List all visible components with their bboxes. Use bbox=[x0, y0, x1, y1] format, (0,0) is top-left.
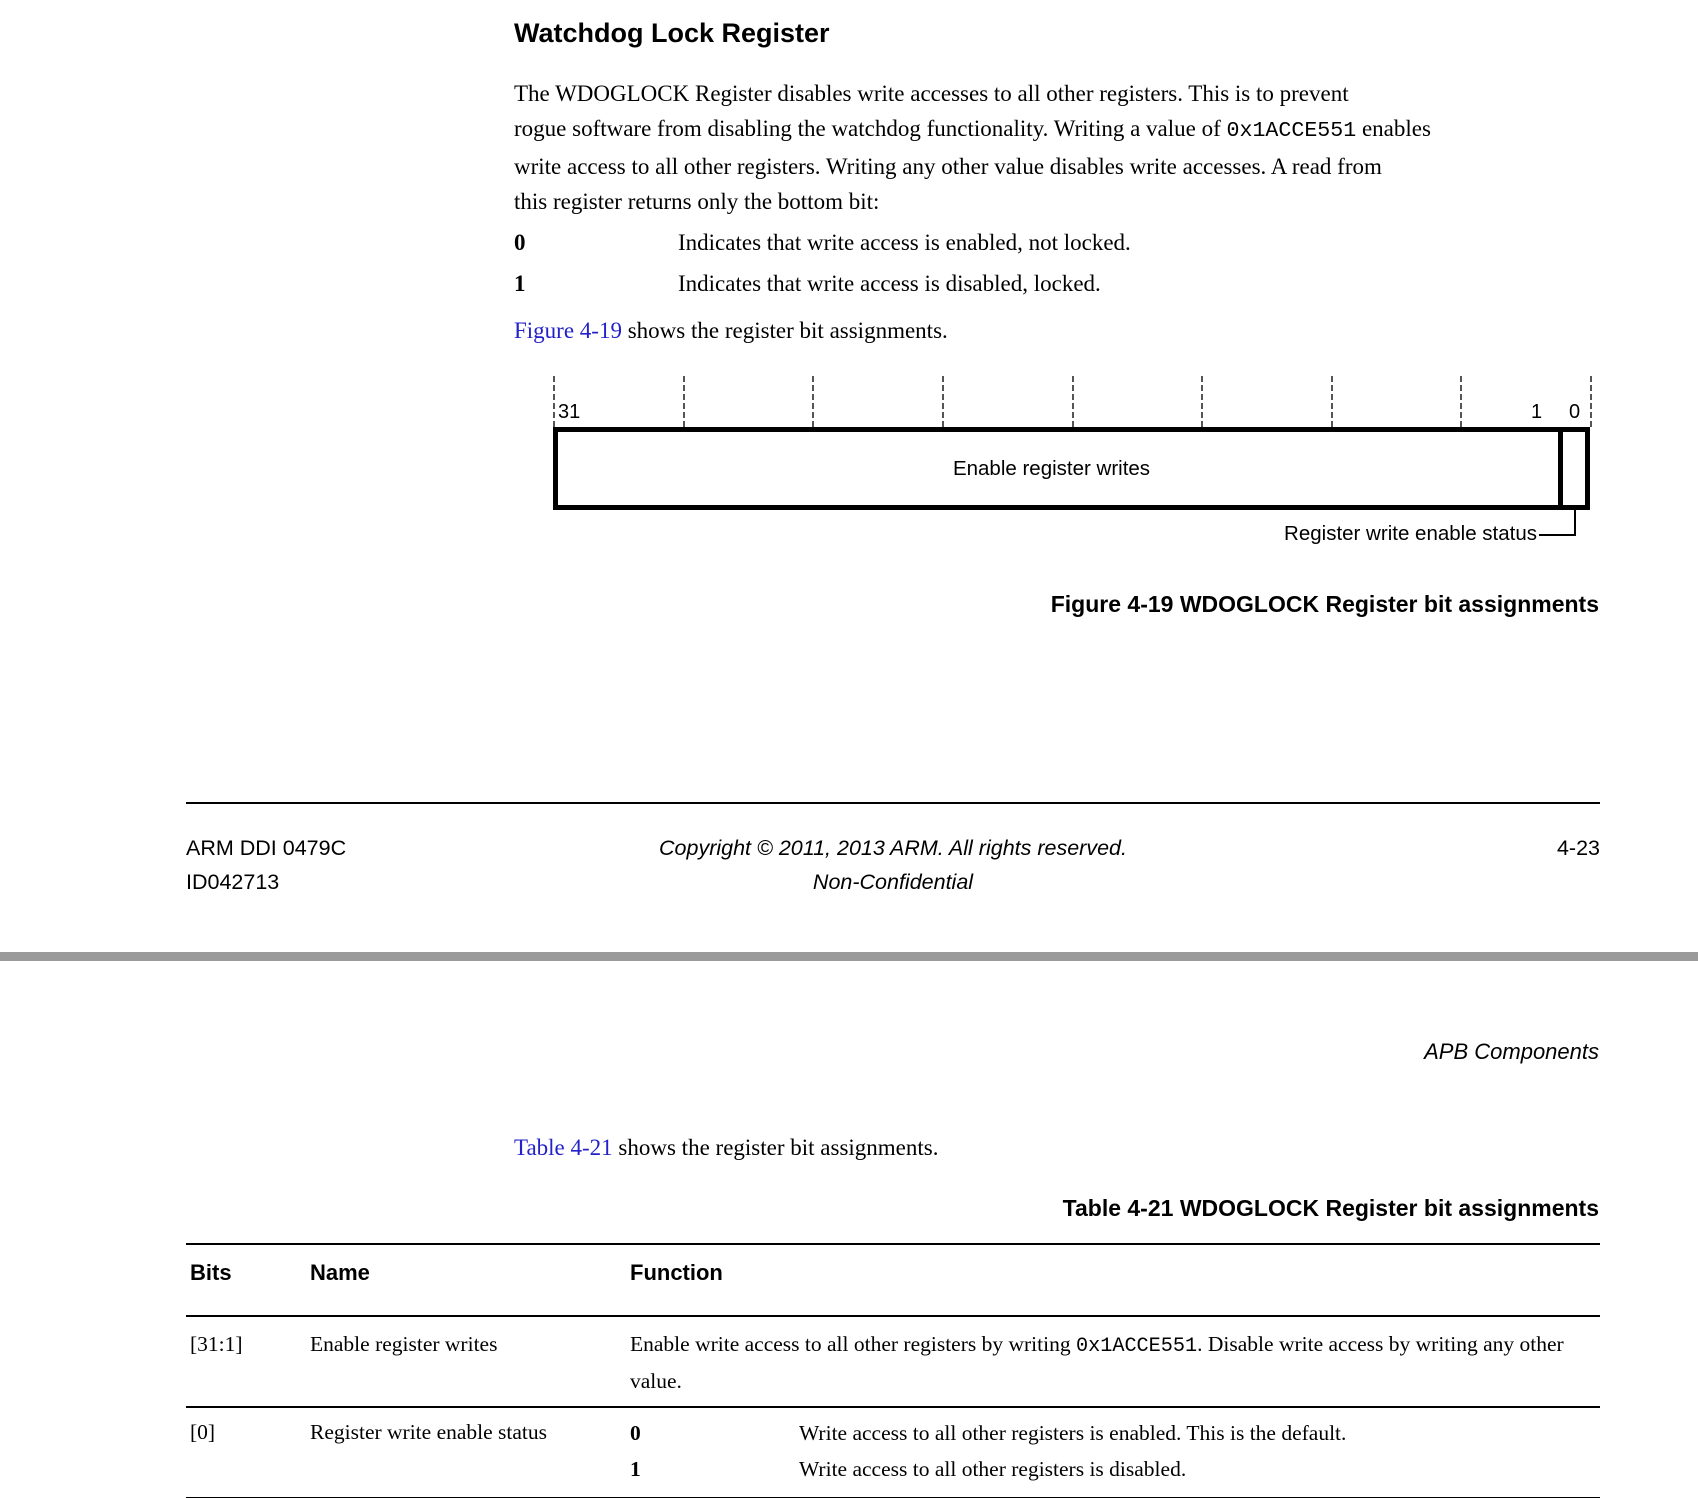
footer-page-number: 4-23 bbox=[1556, 836, 1600, 860]
definition-row bbox=[514, 270, 1602, 297]
figure-caption: Figure 4-19 WDOGLOCK Register bit assignments bbox=[1050, 591, 1599, 617]
paragraph-line: enables bbox=[1356, 116, 1431, 141]
cell-name: Register write enable status bbox=[310, 1420, 548, 1444]
paragraph-line: The WDOGLOCK Register disables write accesses to all other registers. This is to prevent bbox=[514, 81, 1349, 106]
definition-description: Indicates that write access is enabled, not locked. bbox=[678, 230, 1131, 255]
cell-function bbox=[630, 1420, 1600, 1482]
cell-name: Enable register writes bbox=[310, 1332, 498, 1356]
figure-reference-text: shows the register bit assignments. bbox=[621, 318, 948, 343]
bit0-cell-separator bbox=[1558, 432, 1563, 505]
bit0-callout-label: Register write enable status bbox=[1284, 522, 1537, 545]
bit-number-31: 31 bbox=[558, 401, 581, 423]
callout-line-vertical bbox=[1574, 509, 1576, 536]
table-reference-sentence bbox=[514, 1135, 938, 1161]
section-heading: Watchdog Lock Register bbox=[514, 18, 830, 48]
footer-confidential: Non-Confidential bbox=[812, 870, 974, 894]
hex-value: 0x1ACCE551 bbox=[1075, 1335, 1198, 1358]
footer-rule bbox=[186, 802, 1600, 804]
value-literal: 0 bbox=[630, 1421, 641, 1445]
definition-term: 0 bbox=[514, 230, 526, 255]
bit-tick bbox=[1590, 376, 1592, 427]
cell-bits: [0] bbox=[190, 1420, 216, 1444]
function-text: . Disable write access by writing any other value. bbox=[630, 1332, 1564, 1393]
cell-bits: [31:1] bbox=[190, 1332, 243, 1356]
function-value-row bbox=[630, 1456, 1600, 1482]
bit-number-0: 0 bbox=[1569, 401, 1581, 423]
table-row bbox=[186, 1317, 1600, 1406]
bit-number-1: 1 bbox=[1531, 401, 1543, 423]
definition-description: Indicates that write access is disabled, locked. bbox=[678, 271, 1101, 296]
column-header-bits: Bits bbox=[190, 1260, 232, 1285]
table-caption: Table 4-21 WDOGLOCK Register bit assignments bbox=[1062, 1195, 1599, 1221]
bit-tick bbox=[1072, 376, 1074, 427]
footer-doc-id: ARM DDI 0479C bbox=[186, 836, 347, 860]
definition-row bbox=[514, 229, 1602, 256]
footer-copyright: Copyright © 2011, 2013 ARM. All rights reserved. bbox=[659, 836, 1127, 860]
bit-tick bbox=[683, 376, 685, 427]
function-value-row bbox=[630, 1420, 1600, 1446]
register-bit-diagram bbox=[553, 376, 1590, 546]
paragraph-line: write access to all other registers. Writing any other value disables write accesses. A read from bbox=[514, 154, 1382, 179]
bit-tick bbox=[1460, 376, 1462, 427]
page-break-bar bbox=[0, 952, 1698, 961]
table-row bbox=[186, 1408, 1600, 1497]
footer-copyright-block bbox=[186, 831, 1600, 899]
bit-tick bbox=[942, 376, 944, 427]
table-reference-text: shows the register bit assignments. bbox=[612, 1135, 939, 1160]
figure-link[interactable]: Figure 4-19 bbox=[514, 318, 622, 343]
register-bits-table bbox=[186, 1243, 1600, 1498]
function-text: Enable write access to all other registers by writing bbox=[630, 1332, 1076, 1356]
bit-value-definition-list bbox=[514, 229, 1602, 297]
hex-value: 0x1ACCE551 bbox=[1226, 119, 1357, 143]
figure-reference-sentence bbox=[514, 318, 948, 344]
register-field-box bbox=[553, 427, 1590, 510]
paragraph-line: this register returns only the bottom bit: bbox=[514, 189, 880, 214]
table-link[interactable]: Table 4-21 bbox=[514, 1135, 613, 1160]
value-description: Write access to all other registers is disabled. bbox=[799, 1457, 1187, 1481]
footer-release-id: ID042713 bbox=[186, 870, 280, 894]
value-description: Write access to all other registers is enabled. This is the default. bbox=[799, 1421, 1347, 1445]
bit-tick bbox=[1331, 376, 1333, 427]
callout-line-horizontal bbox=[1539, 534, 1576, 536]
column-header-function: Function bbox=[630, 1260, 723, 1285]
paragraph-line: rogue software from disabling the watchdog functionality. Writing a value of bbox=[514, 116, 1227, 141]
bit-boundary-ticks bbox=[553, 376, 1590, 427]
column-header-name: Name bbox=[310, 1260, 370, 1285]
definition-term: 1 bbox=[514, 271, 526, 296]
bit-tick bbox=[553, 376, 555, 427]
body-paragraph bbox=[514, 76, 1602, 219]
cell-function bbox=[630, 1327, 1600, 1398]
bit-tick bbox=[812, 376, 814, 427]
chapter-running-header: APB Components bbox=[1424, 1039, 1599, 1064]
value-literal: 1 bbox=[630, 1457, 641, 1481]
table-header-row bbox=[186, 1245, 1600, 1315]
bit-tick bbox=[1201, 376, 1203, 427]
register-field-label: Enable register writes bbox=[952, 456, 1151, 480]
